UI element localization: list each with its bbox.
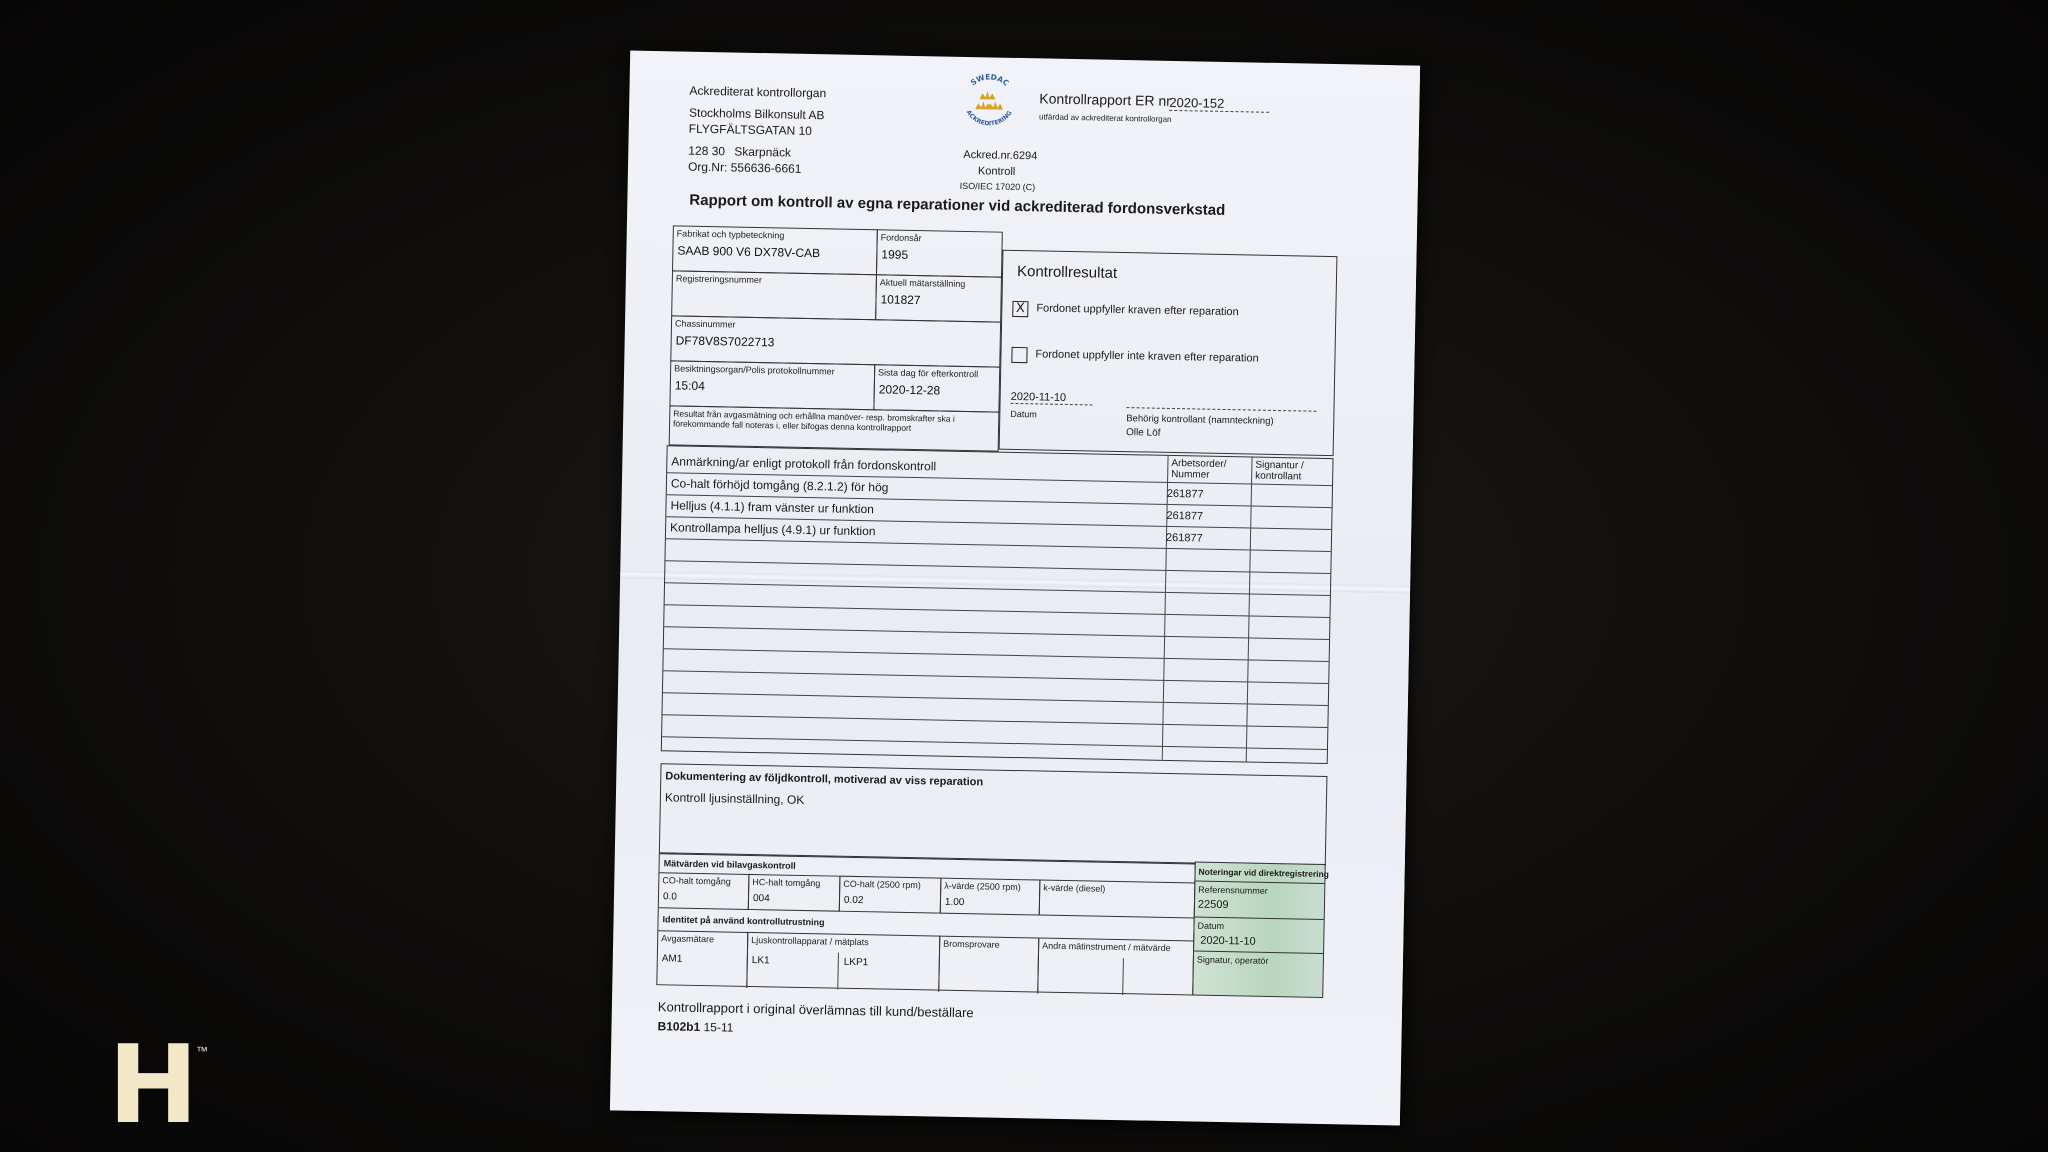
vehicle-block	[669, 225, 1003, 451]
ref-label: Referensnummer	[1198, 884, 1268, 896]
report-label: Kontrollrapport ER nr	[1039, 90, 1172, 109]
form-version: 15-11	[703, 1020, 734, 1035]
logo-text-top: SWEDAC	[968, 72, 1011, 88]
result-date-label: Datum	[1010, 408, 1037, 420]
co-label: CO-halt tomgång	[662, 875, 731, 887]
reg-date-value: 2020-11-10	[1200, 934, 1256, 948]
remark-order: 261877	[1165, 531, 1203, 545]
light-value-2: LKP1	[843, 956, 869, 969]
make-label: Fabrikat och typbeteckning	[676, 228, 785, 241]
measurements-block	[656, 853, 1195, 995]
fail-checkbox[interactable]	[1011, 347, 1027, 363]
hc-value: 004	[752, 893, 770, 905]
lastday-cell	[873, 364, 1000, 412]
remark-text: Kontrollampa helljus (4.9.1) ur funktion	[669, 520, 876, 539]
hc-label: HC-halt tomgång	[752, 877, 821, 889]
documentation-block	[659, 763, 1328, 866]
documentation-title: Dokumentering av följdkontroll, motiverad av viss reparation	[665, 770, 984, 789]
remark-order: 261877	[1166, 509, 1204, 523]
gas-label: Avgasmätare	[661, 933, 715, 945]
pass-label: Fordonet uppfyller kraven efter reparation	[1036, 302, 1239, 319]
co2500-value: 0.02	[843, 894, 864, 907]
ackred-nr: Ackred.nr.6294	[963, 148, 1038, 163]
make-value: SAAB 900 V6 DX78V-CAB	[677, 243, 821, 261]
other-label: Andra mätinstrument / mätvärde	[1042, 940, 1171, 954]
light-label: Ljuskontrollapparat / mätplats	[751, 935, 869, 948]
light-value-1: LK1	[751, 955, 770, 967]
org-title: Ackrediterat kontrollorgan	[689, 83, 827, 101]
brake-cell	[938, 936, 1039, 994]
remark-order: 261877	[1166, 487, 1204, 501]
ackred-standard: ISO/IEC 17020 (C)	[959, 180, 1036, 193]
org-nr: Org.Nr: 556636-6661	[687, 159, 802, 176]
report-title: Rapport om kontroll av egna reparationer vid ackrediterad fordonsverkstad	[689, 191, 1226, 219]
lambda-value: 1.00	[944, 896, 965, 909]
gas-cell	[657, 930, 748, 988]
chassis-label: Chassinummer	[674, 318, 736, 330]
remarks-header: Anmärkning/ar enligt protokoll från fordonskontroll	[671, 454, 937, 474]
inspection-report-sheet	[610, 51, 1420, 1126]
odometer-cell	[875, 274, 1002, 322]
odometer-label: Aktuell mätarställning	[879, 277, 966, 289]
reg-date-label: Datum	[1197, 920, 1225, 932]
pass-checkbox[interactable]: X	[1012, 301, 1028, 317]
ref-value: 22509	[1197, 898, 1229, 912]
co-value: 0.0	[662, 891, 678, 903]
registration-box	[1192, 862, 1330, 998]
logo-text-bottom: ACKREDITERING	[964, 108, 1014, 128]
co2500-cell	[839, 876, 942, 914]
k-cell	[1039, 880, 1197, 919]
org-city: Skarpnäck	[734, 144, 792, 160]
order-header: Arbetsorder/ Nummer	[1171, 457, 1227, 481]
remark-text: Co-halt förhöjd tomgång (8.2.1.2) för hög	[670, 476, 889, 495]
org-name: Stockholms Bilkonsult AB	[688, 105, 825, 123]
swedac-logo-icon	[957, 69, 1022, 134]
signer-label: Behörig kontrollant (namnteckning)	[1126, 413, 1274, 427]
brake-label: Bromsprovare	[943, 938, 1000, 950]
sign-header: Signantur / kontrollant	[1255, 459, 1304, 483]
h-logo-letter: H	[108, 1023, 199, 1148]
lastday-label: Sista dag för efterkontroll	[878, 367, 979, 380]
signer-name: Olle Löf	[1125, 427, 1161, 439]
equipment-title: Identitet på använd kontrollutrustning	[662, 914, 825, 928]
year-cell	[876, 229, 1003, 277]
light-cell	[746, 932, 940, 992]
form-id	[657, 1019, 733, 1034]
trademark-mark: ™	[196, 1044, 208, 1058]
fail-label: Fordonet uppfyller inte kraven efter reparation	[1035, 348, 1259, 365]
lambda-cell	[940, 878, 1041, 916]
make-cell	[672, 225, 878, 275]
reg-cell	[671, 270, 877, 320]
footer-note: Kontrollrapport i original överlämnas till kund/beställare	[657, 999, 974, 1021]
report-number: 2020-152	[1169, 95, 1269, 113]
operator-sign-label: Signatur, operatör	[1196, 954, 1269, 966]
other-cell	[1037, 938, 1195, 997]
co2500-label: CO-halt (2500 rpm)	[843, 878, 921, 891]
reg-label: Registreringsnummer	[675, 273, 762, 286]
hc-cell	[748, 874, 841, 912]
year-value: 1995	[881, 247, 909, 262]
ackred-type: Kontroll	[977, 165, 1016, 178]
year-label: Fordonsår	[880, 232, 922, 244]
remark-text: Helljus (4.1.1) fram vänster ur funktion	[670, 498, 875, 517]
measurements-title: Mätvärden vid bilavgaskontroll	[663, 858, 796, 871]
chassis-cell	[670, 315, 1001, 367]
org-street: FLYGFÄLTSGATAN 10	[688, 121, 813, 139]
registration-title: Noteringar vid direktregistrering	[1198, 866, 1330, 880]
remarks-table	[661, 445, 1334, 764]
lastday-value: 2020-12-28	[878, 382, 941, 398]
result-title: Kontrollresultat	[1016, 262, 1118, 282]
inspection-value: 15:04	[674, 378, 705, 394]
note-cell	[669, 405, 1000, 451]
k-label: k-värde (diesel)	[1043, 882, 1106, 894]
form-code: B102b1	[657, 1019, 701, 1035]
documentation-text: Kontroll ljusinställning, OK	[664, 790, 805, 807]
inspection-label: Besiktningsorgan/Polis protokollnummer	[674, 363, 835, 377]
org-zip: 128 30	[688, 143, 726, 159]
vehicle-note: Resultat från avgasmätning och erhållna manöver- resp. bromskrafter ska i förekommande fall noteras i, eller bifogas denna kontrollrapport	[673, 408, 955, 433]
h-logo-watermark	[108, 1023, 212, 1148]
result-block	[999, 250, 1338, 456]
inspection-cell	[669, 360, 875, 410]
chassis-value: DF78V8S7022713	[675, 333, 775, 350]
gas-value: AM1	[661, 953, 683, 965]
odometer-value: 101827	[880, 292, 921, 308]
lambda-label: λ-värde (2500 rpm)	[944, 880, 1021, 893]
report-subtitle: utfärdad av ackrediterat kontrollorgan	[1038, 112, 1172, 124]
co-cell	[659, 872, 750, 910]
result-date: 2020-11-10	[1011, 391, 1093, 406]
